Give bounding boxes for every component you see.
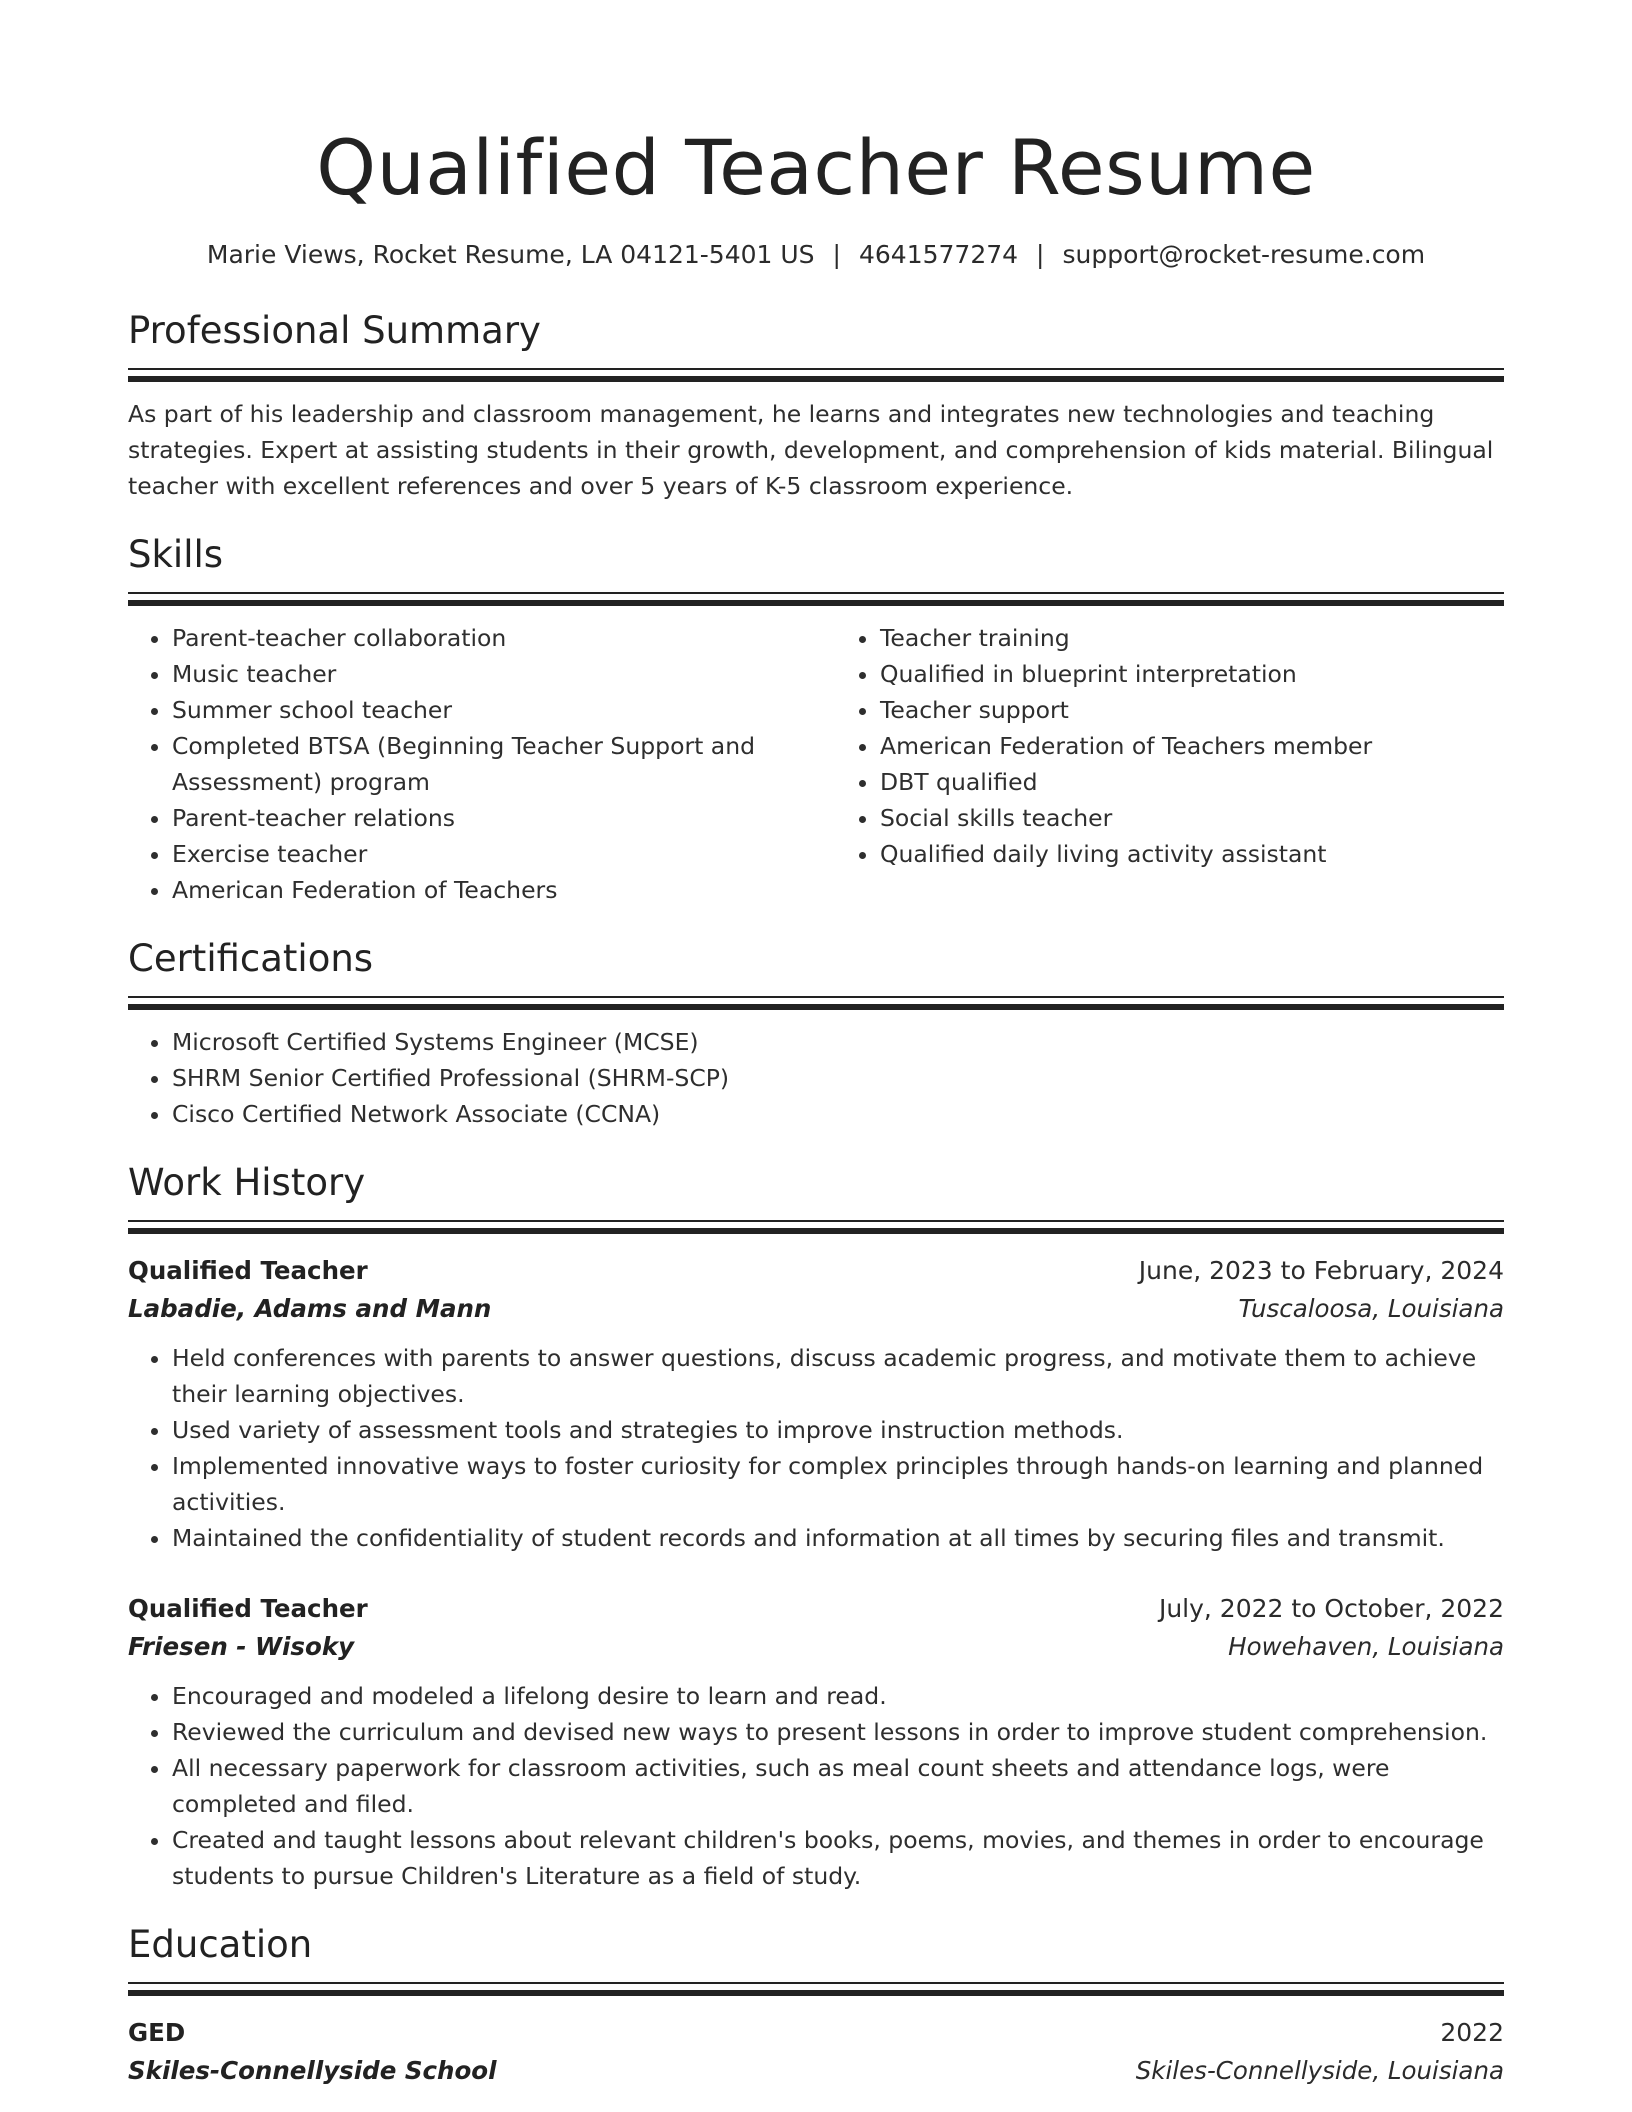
job-location: Howehaven, Louisiana: [1228, 1632, 1504, 1661]
skills-section: [128, 530, 1504, 908]
contact-address: Marie Views, Rocket Resume, LA 04121-5401 US: [206, 240, 815, 269]
section-heading-education: Education: [128, 1923, 313, 1966]
work-history-section: [128, 1158, 1504, 1894]
skills-grid: [128, 606, 1504, 908]
education-year: 2022: [1440, 2018, 1504, 2047]
education-school: Skiles-Connellyside School: [128, 2056, 497, 2085]
summary-section: [128, 306, 1504, 504]
education-school-row: [128, 2052, 1504, 2090]
summary-text: As part of his leadership and classroom management, he learns and integrates new technologies and teaching strategies. Expert at assisting students in their growth, development, and comprehension of kids material. Bilingual teacher with excellent references and over 5 years of K-5 classroom experience.: [128, 400, 1494, 500]
certifications-list: [128, 1024, 1504, 1132]
job-company: Labadie, Adams and Mann: [128, 1294, 492, 1323]
certifications-section: [128, 934, 1504, 1132]
job-header-row: [128, 1590, 1504, 1628]
skills-list-left: [128, 620, 836, 908]
skill-item: • Parent-teacher relations: [172, 800, 796, 836]
skill-item: • Exercise teacher: [172, 836, 796, 872]
contact-separator: |: [1036, 240, 1045, 269]
education-degree: GED: [128, 2018, 186, 2047]
section-heading-certifications: Certifications: [128, 937, 374, 980]
job-bullet: • Held conferences with parents to answer questions, discuss academic progress, and motivate them to achieve their learning objectives.: [172, 1340, 1504, 1412]
job-entry: [128, 1252, 1504, 1556]
job-bullets: [128, 1340, 1504, 1556]
skill-item: • American Federation of Teachers: [172, 872, 796, 908]
education-entry: [128, 2014, 1504, 2090]
job-location: Tuscaloosa, Louisiana: [1238, 1294, 1504, 1323]
contact-separator: |: [832, 240, 841, 269]
resume-title: Qualified Teacher Resume: [316, 123, 1316, 212]
job-title: Qualified Teacher: [128, 1594, 368, 1623]
skill-item: • Completed BTSA (Beginning Teacher Support and Assessment) program: [172, 728, 796, 800]
job-title: Qualified Teacher: [128, 1256, 368, 1285]
skill-item: • Social skills teacher: [880, 800, 1504, 836]
job-bullet: • Implemented innovative ways to foster curiosity for complex principles through hands-on learning and planned activities.: [172, 1448, 1504, 1520]
job-bullet: • Created and taught lessons about relevant children's books, poems, movies, and themes in order to encourage students to pursue Children's Literature as a field of study.: [172, 1822, 1504, 1894]
skill-item: • Music teacher: [172, 656, 796, 692]
section-heading-skills: Skills: [128, 533, 224, 576]
education-header-row: [128, 2014, 1504, 2052]
skill-item: • Summer school teacher: [172, 692, 796, 728]
section-divider: [128, 996, 1504, 1010]
education-section: [128, 1920, 1504, 2090]
skills-list-right: [836, 620, 1504, 908]
certification-item: • Cisco Certified Network Associate (CCNA): [172, 1096, 1504, 1132]
job-bullet: • Reviewed the curriculum and devised new ways to present lessons in order to improve student comprehension.: [172, 1714, 1504, 1750]
job-dates: July, 2022 to October, 2022: [1158, 1594, 1504, 1623]
job-bullet: • All necessary paperwork for classroom activities, such as meal count sheets and attendance logs, were completed and filed.: [172, 1750, 1504, 1822]
section-heading-summary: Professional Summary: [128, 309, 541, 352]
skill-item: • DBT qualified: [880, 764, 1504, 800]
skill-item: • Qualified in blueprint interpretation: [880, 656, 1504, 692]
skill-item: • Parent-teacher collaboration: [172, 620, 796, 656]
job-entry: [128, 1590, 1504, 1894]
section-divider: [128, 1220, 1504, 1234]
job-bullet: • Maintained the confidentiality of student records and information at all times by securing files and transmit.: [172, 1520, 1504, 1556]
contact-email: support@rocket-resume.com: [1062, 240, 1426, 269]
section-divider: [128, 1982, 1504, 1996]
certification-item: • SHRM Senior Certified Professional (SHRM-SCP): [172, 1060, 1504, 1096]
education-location: Skiles-Connellyside, Louisiana: [1135, 2056, 1504, 2085]
skill-item: • American Federation of Teachers member: [880, 728, 1504, 764]
job-company-row: [128, 1290, 1504, 1328]
skill-item: • Teacher training: [880, 620, 1504, 656]
section-heading-work-history: Work History: [128, 1161, 366, 1204]
contact-phone: 4641577274: [858, 240, 1019, 269]
job-dates: June, 2023 to February, 2024: [1138, 1256, 1504, 1285]
job-company: Friesen - Wisoky: [128, 1632, 355, 1661]
skill-item: • Teacher support: [880, 692, 1504, 728]
section-divider: [128, 592, 1504, 606]
job-company-row: [128, 1628, 1504, 1666]
job-bullet: • Encouraged and modeled a lifelong desire to learn and read.: [172, 1678, 1504, 1714]
certification-item: • Microsoft Certified Systems Engineer (MCSE): [172, 1024, 1504, 1060]
job-header-row: [128, 1252, 1504, 1290]
job-bullet: • Used variety of assessment tools and strategies to improve instruction methods.: [172, 1412, 1504, 1448]
section-divider: [128, 368, 1504, 382]
skill-item: • Qualified daily living activity assistant: [880, 836, 1504, 872]
contact-line: [128, 238, 1504, 272]
job-bullets: [128, 1678, 1504, 1894]
